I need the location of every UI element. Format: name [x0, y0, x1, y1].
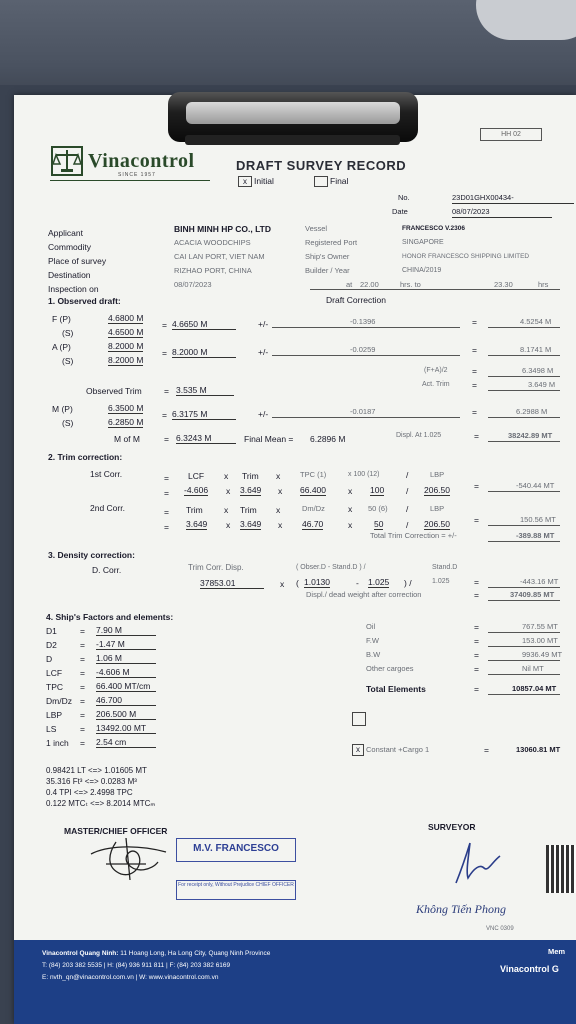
surveyor-code: VNC 0309 [486, 926, 514, 932]
builder-value: CHINA/2019 [402, 267, 442, 274]
first-h-5: x 100 (12) [348, 471, 380, 478]
equals-sign: = [472, 345, 477, 355]
conversion-line: 0.98421 LT <=> 1.01605 MT [46, 766, 147, 775]
close-paren: ) / [404, 578, 412, 588]
reg-port-label: Registered Port [305, 238, 358, 247]
constant-label: Constant +Cargo 1 [366, 745, 430, 754]
minus-sign: - [356, 578, 359, 588]
factor-value: 7.90 M [96, 625, 156, 636]
factor-value: 2.54 cm [96, 737, 156, 748]
first-h-7: LBP [430, 470, 445, 479]
plus-minus: +/- [258, 409, 269, 419]
factor-key: D2 [46, 640, 57, 650]
m-mean: 6.3175 M [172, 409, 236, 420]
equals-sign: = [474, 684, 479, 694]
second-result-line [488, 525, 560, 526]
clip-bar [185, 135, 400, 145]
multiply-sign: x [280, 579, 285, 589]
footer-address: 11 Hoang Long, Ha Long City, Quang Ninh Province [118, 950, 271, 957]
time-from: 22.00 [360, 280, 379, 289]
factor-key: 1 inch [46, 738, 69, 748]
second-v-0: 3.649 [186, 519, 208, 529]
obser-label: ( Obser.D - Stand.D ) / [296, 564, 366, 571]
surveyor-name: Không Tiến Phong [416, 902, 507, 916]
total-elements-value: 10857.04 MT [512, 684, 557, 693]
element-line [488, 660, 560, 661]
f-mean: 4.6650 M [172, 319, 236, 330]
second-v-8: 206.50 [424, 519, 450, 529]
constant-checkbox[interactable]: x [352, 744, 364, 756]
element-value: 153.00 MT [522, 636, 558, 645]
element-line [488, 674, 560, 675]
second-v-6: 50 [374, 519, 384, 529]
first-v-5: x [348, 486, 353, 496]
vessel-label: Vessel [305, 224, 328, 233]
second-v-7: / [406, 520, 409, 530]
final-mean-label: Final Mean = [244, 434, 294, 444]
final-label: Final [330, 176, 349, 186]
qr-code-icon [546, 845, 576, 893]
m-corrected-line [488, 417, 560, 418]
factor-value: 1.06 M [96, 653, 156, 664]
initial-checkbox[interactable]: x [238, 176, 252, 187]
trim-heading: 2. Trim correction: [48, 452, 123, 462]
as-value: 8.2000 M [108, 355, 144, 365]
time-to: 23.30 [494, 280, 513, 289]
destination-value: RIZHAO PORT, CHINA [174, 266, 252, 275]
form-code: HH 02 [480, 128, 542, 141]
hrs-label: hrs [538, 280, 549, 289]
hrs-to-label: hrs. to [400, 280, 421, 289]
element-line [488, 646, 560, 647]
factor-value: 13492.00 MT [96, 723, 156, 734]
second-h-2: Trim [240, 505, 257, 515]
inspection-value: 08/07/2023 [174, 280, 212, 289]
second-v-4: 46.70 [302, 519, 324, 529]
no-label: No. [398, 193, 410, 202]
fa2-label: (F+A)/2 [424, 367, 448, 374]
plus-minus: +/- [258, 347, 269, 357]
record-title: DRAFT SURVEY RECORD [236, 158, 407, 173]
draft-correction-heading: Draft Correction [326, 295, 386, 305]
equals-sign: = [162, 320, 167, 330]
open-paren: ( [296, 578, 299, 588]
first-v-6: 100 [370, 485, 385, 495]
mofm-value: 6.3243 M [176, 433, 236, 444]
equals-sign: = [474, 650, 479, 660]
second-h-8: LBP [430, 504, 445, 513]
equals-sign: = [472, 317, 477, 327]
master-signature-icon [86, 834, 176, 884]
master-label: MASTER/CHIEF OFFICER [64, 826, 168, 836]
total-trim-line [488, 541, 560, 542]
disp-label: Trim Corr. Disp. [188, 563, 244, 572]
first-v-7: / [406, 486, 409, 496]
equals-sign: = [474, 590, 479, 600]
stand-label: Stand.D [432, 564, 458, 571]
no-value: 23D01GHX00434- [452, 193, 574, 204]
mp-label: M (P) [52, 404, 73, 414]
element-key: Other cargoes [366, 664, 414, 673]
after-corr-label: Displ./ dead weight after correction [306, 590, 422, 599]
disp-value: 37853.01 [200, 578, 264, 589]
observed-heading: 1. Observed draft: [48, 296, 121, 306]
reg-port-value: SINGAPORE [402, 239, 444, 246]
equals-sign: = [474, 622, 479, 632]
stand2-value: 1.025 [432, 578, 450, 585]
observed-trim-value: 3.535 M [176, 385, 234, 396]
logo-underline [50, 180, 210, 181]
factor-key: LCF [46, 668, 63, 678]
equals-sign: = [472, 380, 477, 390]
stand-value: 1.025 [368, 577, 390, 587]
equals-sign: = [474, 481, 479, 491]
conversion-line: 0.122 MTCₜ <=> 8.2014 MTCₘ [46, 799, 156, 808]
equals-sign: = [474, 636, 479, 646]
at-label: at [346, 280, 353, 289]
commodity-label: Commodity [48, 242, 91, 252]
density-result-line [488, 587, 560, 588]
second-h-1: x [224, 505, 229, 515]
first-h-6: / [406, 470, 409, 480]
place-label: Place of survey [48, 256, 107, 266]
act-trim-value: 3.649 M [528, 380, 556, 389]
first-h-2: Trim [242, 471, 259, 481]
element-value: Nil MT [522, 664, 544, 673]
equals-sign: = [80, 710, 85, 720]
equals-sign: = [80, 668, 85, 678]
equals-sign: = [164, 507, 169, 517]
f-corrected: 4.5254 M [520, 317, 552, 326]
constant-value: 13060.81 MT [516, 745, 561, 754]
equals-sign: = [80, 724, 85, 734]
vessel-value: FRANCESCO V.2306 [402, 225, 465, 232]
surveyor-label: SURVEYOR [428, 822, 476, 832]
footer-group: Vinacontrol G [500, 964, 559, 974]
initial-label: Initial [254, 176, 274, 186]
commodity-value: ACACIA WOODCHIPS [174, 238, 251, 247]
first-v-8: 206.50 [424, 485, 450, 495]
first-v-3: x [278, 486, 283, 496]
factor-key: LBP [46, 710, 63, 720]
a-corr-line [272, 355, 460, 356]
equals-sign: = [162, 410, 167, 420]
total-trim-label: Total Trim Correction = +/- [370, 531, 457, 540]
first-corr-label: 1st Corr. [90, 469, 123, 479]
owner-value: HONOR FRANCESCO SHIPPING LIMITED [402, 253, 530, 260]
factor-key: TPC [46, 682, 63, 692]
equals-sign: = [474, 577, 479, 587]
total-elements-label: Total Elements [366, 684, 426, 694]
final-checkbox[interactable] [314, 176, 328, 187]
equals-sign: = [164, 473, 169, 483]
equals-sign: = [484, 745, 489, 755]
f-correction: -0.1396 [350, 317, 376, 326]
date-value: 08/07/2023 [452, 207, 552, 218]
second-corr-label: 2nd Corr. [90, 503, 125, 513]
logo-since: SINCE 1957 [118, 172, 156, 178]
a-corrected: 8.1741 M [520, 345, 552, 354]
surveyor-signature-icon [444, 838, 504, 888]
after-corr-line [488, 600, 560, 601]
first-h-3: x [276, 471, 281, 481]
density-heading: 3. Density correction: [48, 550, 135, 560]
element-value: 9936.49 MT [522, 650, 563, 659]
fa2-value: 6.3498 M [522, 366, 554, 375]
final-mean-value: 6.2896 M [310, 434, 346, 444]
equals-sign: = [80, 626, 85, 636]
first-h-1: x [224, 471, 229, 481]
displ-line [488, 441, 560, 442]
second-h-4: Dm/Dz [302, 504, 325, 513]
first-h-0: LCF [188, 471, 205, 481]
background-object [476, 0, 576, 40]
footer-office: Vinacontrol Quang Ninh: [42, 950, 119, 957]
equals-sign: = [80, 682, 85, 692]
builder-label: Builder / Year [305, 266, 350, 275]
second-v-1: x [226, 520, 231, 530]
fa2-line [488, 376, 560, 377]
after-corr-value: 37409.85 MT [510, 590, 555, 599]
element-line [488, 632, 560, 633]
a-mean: 8.2000 M [172, 347, 236, 358]
second-h-7: / [406, 504, 409, 514]
equals-sign: = [472, 407, 477, 417]
ap-value: 8.2000 M [108, 341, 144, 351]
equals-sign: = [164, 386, 169, 396]
density-result: -443.16 MT [520, 577, 559, 586]
observed-trim-label: Observed Trim [86, 386, 142, 396]
footer-member: Mem [548, 947, 566, 956]
ms-label: (S) [62, 418, 74, 428]
first-h-4: TPC (1) [300, 470, 327, 479]
equals-sign: = [80, 640, 85, 650]
second-h-6: 50 (6) [368, 504, 388, 513]
f-corr-line [272, 327, 460, 328]
second-h-3: x [276, 505, 281, 515]
second-v-3: x [278, 520, 283, 530]
factor-value: 206.500 M [96, 709, 156, 720]
ap-label: A (P) [52, 342, 71, 352]
applicant-label: Applicant [48, 228, 83, 238]
f-corrected-line [488, 327, 560, 328]
second-h-5: x [348, 504, 353, 514]
first-v-0: -4.606 [184, 485, 209, 495]
second-v-2: 3.649 [240, 519, 262, 529]
time-line [310, 289, 560, 290]
footer-contacts: E: nvth_qn@vinacontrol.com.vn | W: www.vinacontrol.com.vn [42, 974, 219, 981]
conversion-line: 0.4 TPI <=> 2.4998 TPC [46, 788, 133, 797]
displ-value: 38242.89 MT [508, 431, 553, 440]
fs-value: 4.6500 M [108, 327, 144, 337]
constant-blank-checkbox[interactable] [352, 712, 366, 726]
applicant-value: BINH MINH HP CO., LTD [174, 224, 271, 234]
inspection-label: Inspection on [48, 284, 99, 294]
place-value: CAI LAN PORT, VIET NAM [174, 252, 265, 261]
ship-stamp-note: For receipt only, Without Prejudice CHIEF OFFICER [176, 880, 296, 900]
fs-label: (S) [62, 328, 74, 338]
factors-heading: 4. Ship's Factors and elements: [46, 612, 174, 622]
fp-label: F (P) [52, 314, 71, 324]
fp-value: 4.6800 M [108, 313, 144, 323]
first-v-4: 66.400 [300, 485, 326, 495]
factor-value: -4.606 M [96, 667, 156, 678]
element-value: 767.55 MT [522, 622, 558, 631]
m-corr-line [272, 417, 460, 418]
element-key: Oil [366, 622, 376, 631]
as-label: (S) [62, 356, 74, 366]
ms-value: 6.2850 M [108, 417, 144, 427]
factor-value: -1.47 M [96, 639, 156, 650]
displ-label: Displ. At 1.025 [396, 432, 442, 439]
total-elements-line [488, 694, 560, 695]
first-corr-result: -540.44 MT [516, 481, 555, 490]
mp-value: 6.3500 M [108, 403, 144, 413]
footer [14, 940, 576, 1024]
owner-label: Ship's Owner [305, 252, 350, 261]
equals-sign: = [472, 366, 477, 376]
element-key: F.W [366, 636, 379, 645]
second-corr-result: 150.56 MT [520, 515, 556, 524]
d-corr-label: D. Corr. [92, 565, 122, 575]
second-v-5: x [348, 520, 353, 530]
factor-key: Dm/Dz [46, 696, 72, 706]
m-correction: -0.0187 [350, 407, 376, 416]
equals-sign: = [164, 522, 169, 532]
equals-sign: = [474, 431, 479, 441]
factor-value: 66.400 MT/cm [96, 681, 156, 692]
equals-sign: = [80, 696, 85, 706]
act-trim-label: Act. Trim [422, 381, 450, 388]
equals-sign: = [80, 654, 85, 664]
m-corrected: 6.2988 M [516, 407, 548, 416]
first-v-2: 3.649 [240, 485, 262, 495]
equals-sign: = [474, 664, 479, 674]
equals-sign: = [164, 434, 169, 444]
equals-sign: = [474, 515, 479, 525]
equals-sign: = [80, 738, 85, 748]
total-trim-value: -389.88 MT [516, 531, 555, 540]
mofm-label: M of M [114, 434, 140, 444]
factor-value: 46.700 [96, 695, 156, 706]
date-label: Date [392, 207, 408, 216]
first-result-line [488, 491, 560, 492]
vinacontrol-logo-icon [50, 145, 84, 177]
second-h-0: Trim [186, 505, 203, 515]
factor-key: LS [46, 724, 57, 734]
conversion-line: 35.316 Ft³ <=> 0.0283 M³ [46, 777, 137, 786]
first-v-1: x [226, 486, 231, 496]
a-correction: -0.0259 [350, 345, 376, 354]
obser-value: 1.0130 [304, 577, 330, 587]
plus-minus: +/- [258, 319, 269, 329]
factor-key: D [46, 654, 53, 664]
a-corrected-line [488, 355, 560, 356]
destination-label: Destination [48, 270, 91, 280]
footer-phones: T: (84) 203 382 5535 | H: (84) 936 911 811 | F: (84) 203 382 6169 [42, 962, 231, 969]
equals-sign: = [162, 348, 167, 358]
ship-stamp: M.V. FRANCESCO [176, 838, 296, 862]
equals-sign: = [164, 488, 169, 498]
act-trim-line [488, 390, 560, 391]
factor-key: D1 [46, 626, 57, 636]
vinacontrol-logo: Vinacontrol [88, 150, 195, 172]
element-key: B.W [366, 650, 381, 659]
